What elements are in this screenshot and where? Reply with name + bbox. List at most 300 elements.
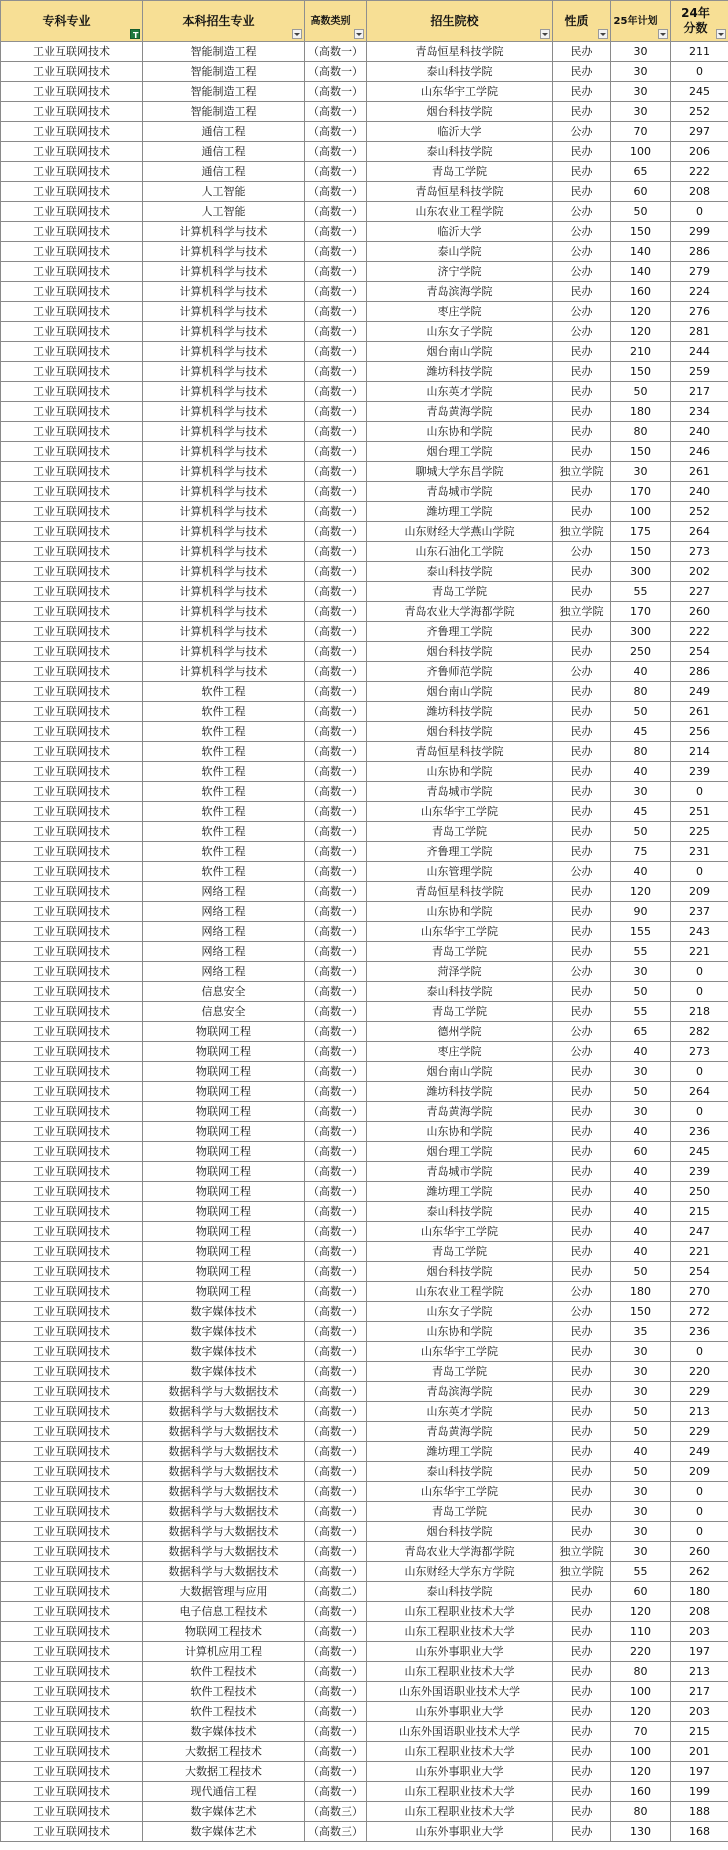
cell-score-2024[interactable]: 299: [671, 222, 728, 242]
cell-score-2024[interactable]: 217: [671, 1682, 728, 1702]
cell-math-type[interactable]: （高数一）: [305, 882, 367, 902]
cell-math-type[interactable]: （高数一）: [305, 202, 367, 222]
cell-bachelor-major[interactable]: 软件工程: [143, 682, 305, 702]
cell-plan-2025[interactable]: 100: [611, 1742, 671, 1762]
cell-school[interactable]: 青岛恒星科技学院: [367, 742, 553, 762]
cell-nature[interactable]: 民办: [553, 1822, 611, 1842]
cell-school[interactable]: 山东外事职业大学: [367, 1822, 553, 1842]
cell-bachelor-major[interactable]: 计算机科学与技术: [143, 262, 305, 282]
filter-active-icon[interactable]: [130, 29, 140, 39]
cell-math-type[interactable]: （高数一）: [305, 82, 367, 102]
cell-diploma-major[interactable]: 工业互联网技术: [1, 1702, 143, 1722]
cell-math-type[interactable]: （高数一）: [305, 122, 367, 142]
cell-diploma-major[interactable]: 工业互联网技术: [1, 1322, 143, 1342]
cell-score-2024[interactable]: 254: [671, 642, 728, 662]
cell-score-2024[interactable]: 0: [671, 1062, 728, 1082]
cell-school[interactable]: 青岛黄海学院: [367, 402, 553, 422]
cell-math-type[interactable]: （高数一）: [305, 702, 367, 722]
cell-nature[interactable]: 民办: [553, 782, 611, 802]
cell-math-type[interactable]: （高数一）: [305, 862, 367, 882]
cell-plan-2025[interactable]: 30: [611, 42, 671, 62]
cell-school[interactable]: 青岛滨海学院: [367, 1382, 553, 1402]
cell-nature[interactable]: 民办: [553, 1762, 611, 1782]
cell-bachelor-major[interactable]: 通信工程: [143, 142, 305, 162]
cell-school[interactable]: 山东女子学院: [367, 322, 553, 342]
cell-school[interactable]: 泰山科技学院: [367, 562, 553, 582]
cell-score-2024[interactable]: 199: [671, 1782, 728, 1802]
cell-plan-2025[interactable]: 170: [611, 602, 671, 622]
cell-nature[interactable]: 民办: [553, 82, 611, 102]
cell-score-2024[interactable]: 240: [671, 422, 728, 442]
cell-plan-2025[interactable]: 30: [611, 1482, 671, 1502]
cell-diploma-major[interactable]: 工业互联网技术: [1, 702, 143, 722]
cell-plan-2025[interactable]: 100: [611, 1682, 671, 1702]
cell-nature[interactable]: 公办: [553, 1282, 611, 1302]
cell-score-2024[interactable]: 279: [671, 262, 728, 282]
cell-diploma-major[interactable]: 工业互联网技术: [1, 182, 143, 202]
cell-school[interactable]: 潍坊科技学院: [367, 702, 553, 722]
cell-school[interactable]: 临沂大学: [367, 122, 553, 142]
cell-score-2024[interactable]: 249: [671, 1442, 728, 1462]
cell-nature[interactable]: 民办: [553, 1802, 611, 1822]
cell-math-type[interactable]: （高数一）: [305, 782, 367, 802]
cell-diploma-major[interactable]: 工业互联网技术: [1, 162, 143, 182]
cell-school[interactable]: 山东工程职业技术大学: [367, 1782, 553, 1802]
cell-school[interactable]: 山东石油化工学院: [367, 542, 553, 562]
cell-diploma-major[interactable]: 工业互联网技术: [1, 562, 143, 582]
cell-score-2024[interactable]: 217: [671, 382, 728, 402]
cell-diploma-major[interactable]: 工业互联网技术: [1, 1682, 143, 1702]
cell-nature[interactable]: 公办: [553, 962, 611, 982]
cell-plan-2025[interactable]: 150: [611, 1302, 671, 1322]
cell-bachelor-major[interactable]: 计算机科学与技术: [143, 422, 305, 442]
cell-diploma-major[interactable]: 工业互联网技术: [1, 362, 143, 382]
cell-school[interactable]: 青岛工学院: [367, 1002, 553, 1022]
cell-nature[interactable]: 公办: [553, 662, 611, 682]
cell-math-type[interactable]: （高数一）: [305, 1282, 367, 1302]
cell-nature[interactable]: 民办: [553, 1102, 611, 1122]
cell-diploma-major[interactable]: 工业互联网技术: [1, 82, 143, 102]
cell-nature[interactable]: 民办: [553, 102, 611, 122]
cell-math-type[interactable]: （高数一）: [305, 1122, 367, 1142]
cell-bachelor-major[interactable]: 网络工程: [143, 882, 305, 902]
cell-plan-2025[interactable]: 80: [611, 682, 671, 702]
cell-school[interactable]: 山东华宇工学院: [367, 802, 553, 822]
cell-school[interactable]: 山东协和学院: [367, 1122, 553, 1142]
cell-score-2024[interactable]: 218: [671, 1002, 728, 1022]
cell-plan-2025[interactable]: 120: [611, 322, 671, 342]
cell-score-2024[interactable]: 0: [671, 1502, 728, 1522]
cell-score-2024[interactable]: 261: [671, 462, 728, 482]
cell-bachelor-major[interactable]: 网络工程: [143, 942, 305, 962]
cell-nature[interactable]: 公办: [553, 322, 611, 342]
cell-plan-2025[interactable]: 40: [611, 662, 671, 682]
cell-math-type[interactable]: （高数一）: [305, 1182, 367, 1202]
cell-diploma-major[interactable]: 工业互联网技术: [1, 122, 143, 142]
cell-plan-2025[interactable]: 50: [611, 982, 671, 1002]
cell-plan-2025[interactable]: 170: [611, 482, 671, 502]
cell-score-2024[interactable]: 203: [671, 1702, 728, 1722]
cell-score-2024[interactable]: 237: [671, 902, 728, 922]
cell-plan-2025[interactable]: 130: [611, 1822, 671, 1842]
cell-score-2024[interactable]: 236: [671, 1322, 728, 1342]
cell-math-type[interactable]: （高数一）: [305, 1022, 367, 1042]
cell-math-type[interactable]: （高数一）: [305, 1562, 367, 1582]
cell-bachelor-major[interactable]: 网络工程: [143, 962, 305, 982]
cell-score-2024[interactable]: 203: [671, 1622, 728, 1642]
cell-school[interactable]: 潍坊理工学院: [367, 1442, 553, 1462]
cell-school[interactable]: 山东华宇工学院: [367, 82, 553, 102]
cell-math-type[interactable]: （高数一）: [305, 802, 367, 822]
cell-school[interactable]: 青岛农业大学海都学院: [367, 1542, 553, 1562]
cell-plan-2025[interactable]: 120: [611, 1702, 671, 1722]
cell-school[interactable]: 泰山科技学院: [367, 62, 553, 82]
cell-bachelor-major[interactable]: 网络工程: [143, 902, 305, 922]
cell-bachelor-major[interactable]: 物联网工程: [143, 1162, 305, 1182]
cell-diploma-major[interactable]: 工业互联网技术: [1, 202, 143, 222]
cell-bachelor-major[interactable]: 数字媒体技术: [143, 1322, 305, 1342]
cell-score-2024[interactable]: 197: [671, 1642, 728, 1662]
cell-bachelor-major[interactable]: 软件工程: [143, 802, 305, 822]
cell-math-type[interactable]: （高数一）: [305, 342, 367, 362]
cell-diploma-major[interactable]: 工业互联网技术: [1, 762, 143, 782]
cell-diploma-major[interactable]: 工业互联网技术: [1, 1082, 143, 1102]
cell-diploma-major[interactable]: 工业互联网技术: [1, 102, 143, 122]
cell-plan-2025[interactable]: 120: [611, 1762, 671, 1782]
cell-nature[interactable]: 公办: [553, 202, 611, 222]
cell-plan-2025[interactable]: 55: [611, 942, 671, 962]
cell-nature[interactable]: 民办: [553, 1702, 611, 1722]
cell-school[interactable]: 青岛恒星科技学院: [367, 182, 553, 202]
cell-bachelor-major[interactable]: 计算机科学与技术: [143, 242, 305, 262]
cell-nature[interactable]: 民办: [553, 1782, 611, 1802]
cell-school[interactable]: 山东管理学院: [367, 862, 553, 882]
cell-bachelor-major[interactable]: 计算机科学与技术: [143, 562, 305, 582]
cell-math-type[interactable]: （高数一）: [305, 902, 367, 922]
cell-school[interactable]: 齐鲁理工学院: [367, 842, 553, 862]
cell-nature[interactable]: 独立学院: [553, 462, 611, 482]
cell-score-2024[interactable]: 260: [671, 1542, 728, 1562]
cell-math-type[interactable]: （高数一）: [305, 242, 367, 262]
cell-nature[interactable]: 民办: [553, 1382, 611, 1402]
cell-school[interactable]: 烟台科技学院: [367, 102, 553, 122]
cell-math-type[interactable]: （高数一）: [305, 182, 367, 202]
cell-score-2024[interactable]: 215: [671, 1722, 728, 1742]
cell-math-type[interactable]: （高数一）: [305, 1342, 367, 1362]
cell-math-type[interactable]: （高数一）: [305, 1242, 367, 1262]
cell-bachelor-major[interactable]: 软件工程技术: [143, 1682, 305, 1702]
cell-nature[interactable]: 独立学院: [553, 1562, 611, 1582]
cell-plan-2025[interactable]: 50: [611, 1402, 671, 1422]
cell-math-type[interactable]: （高数一）: [305, 742, 367, 762]
cell-diploma-major[interactable]: 工业互联网技术: [1, 1042, 143, 1062]
cell-bachelor-major[interactable]: 数据科学与大数据技术: [143, 1482, 305, 1502]
cell-nature[interactable]: 民办: [553, 162, 611, 182]
cell-plan-2025[interactable]: 120: [611, 302, 671, 322]
cell-plan-2025[interactable]: 140: [611, 242, 671, 262]
cell-plan-2025[interactable]: 80: [611, 422, 671, 442]
cell-score-2024[interactable]: 213: [671, 1402, 728, 1422]
cell-math-type[interactable]: （高数一）: [305, 302, 367, 322]
cell-math-type[interactable]: （高数一）: [305, 1082, 367, 1102]
cell-school[interactable]: 枣庄学院: [367, 302, 553, 322]
cell-score-2024[interactable]: 260: [671, 602, 728, 622]
cell-plan-2025[interactable]: 50: [611, 702, 671, 722]
cell-math-type[interactable]: （高数一）: [305, 1662, 367, 1682]
cell-nature[interactable]: 民办: [553, 742, 611, 762]
cell-plan-2025[interactable]: 40: [611, 1242, 671, 1262]
cell-diploma-major[interactable]: 工业互联网技术: [1, 1022, 143, 1042]
cell-plan-2025[interactable]: 180: [611, 402, 671, 422]
cell-bachelor-major[interactable]: 智能制造工程: [143, 82, 305, 102]
cell-school[interactable]: 烟台理工学院: [367, 1142, 553, 1162]
cell-school[interactable]: 山东外事职业大学: [367, 1762, 553, 1782]
cell-score-2024[interactable]: 276: [671, 302, 728, 322]
cell-bachelor-major[interactable]: 物联网工程: [143, 1062, 305, 1082]
cell-math-type[interactable]: （高数一）: [305, 442, 367, 462]
cell-school[interactable]: 山东工程职业技术大学: [367, 1662, 553, 1682]
cell-school[interactable]: 青岛恒星科技学院: [367, 42, 553, 62]
cell-diploma-major[interactable]: 工业互联网技术: [1, 1542, 143, 1562]
cell-score-2024[interactable]: 259: [671, 362, 728, 382]
cell-school[interactable]: 烟台科技学院: [367, 722, 553, 742]
cell-math-type[interactable]: （高数一）: [305, 1002, 367, 1022]
cell-bachelor-major[interactable]: 物联网工程: [143, 1262, 305, 1282]
cell-bachelor-major[interactable]: 物联网工程: [143, 1082, 305, 1102]
cell-nature[interactable]: 民办: [553, 1402, 611, 1422]
cell-score-2024[interactable]: 0: [671, 962, 728, 982]
cell-school[interactable]: 潍坊科技学院: [367, 1082, 553, 1102]
cell-math-type[interactable]: （高数一）: [305, 982, 367, 1002]
cell-plan-2025[interactable]: 30: [611, 82, 671, 102]
cell-diploma-major[interactable]: 工业互联网技术: [1, 782, 143, 802]
cell-nature[interactable]: 民办: [553, 562, 611, 582]
cell-math-type[interactable]: （高数一）: [305, 1202, 367, 1222]
cell-score-2024[interactable]: 240: [671, 482, 728, 502]
cell-diploma-major[interactable]: 工业互联网技术: [1, 222, 143, 242]
cell-bachelor-major[interactable]: 计算机科学与技术: [143, 322, 305, 342]
cell-school[interactable]: 山东财经大学燕山学院: [367, 522, 553, 542]
cell-school[interactable]: 山东农业工程学院: [367, 1282, 553, 1302]
cell-nature[interactable]: 民办: [553, 582, 611, 602]
cell-math-type[interactable]: （高数一）: [305, 1682, 367, 1702]
cell-school[interactable]: 烟台科技学院: [367, 642, 553, 662]
cell-plan-2025[interactable]: 300: [611, 562, 671, 582]
cell-bachelor-major[interactable]: 大数据工程技术: [143, 1762, 305, 1782]
cell-math-type[interactable]: （高数一）: [305, 1422, 367, 1442]
cell-score-2024[interactable]: 239: [671, 762, 728, 782]
cell-bachelor-major[interactable]: 物联网工程: [143, 1122, 305, 1142]
cell-diploma-major[interactable]: 工业互联网技术: [1, 1822, 143, 1842]
cell-bachelor-major[interactable]: 智能制造工程: [143, 62, 305, 82]
cell-school[interactable]: 烟台科技学院: [367, 1262, 553, 1282]
cell-nature[interactable]: 公办: [553, 542, 611, 562]
cell-math-type[interactable]: （高数一）: [305, 822, 367, 842]
cell-diploma-major[interactable]: 工业互联网技术: [1, 282, 143, 302]
cell-score-2024[interactable]: 272: [671, 1302, 728, 1322]
cell-bachelor-major[interactable]: 智能制造工程: [143, 42, 305, 62]
cell-math-type[interactable]: （高数一）: [305, 1542, 367, 1562]
cell-nature[interactable]: 独立学院: [553, 602, 611, 622]
cell-diploma-major[interactable]: 工业互联网技术: [1, 822, 143, 842]
cell-math-type[interactable]: （高数一）: [305, 522, 367, 542]
cell-nature[interactable]: 民办: [553, 442, 611, 462]
cell-bachelor-major[interactable]: 计算机科学与技术: [143, 362, 305, 382]
cell-plan-2025[interactable]: 40: [611, 1442, 671, 1462]
cell-score-2024[interactable]: 254: [671, 1262, 728, 1282]
cell-plan-2025[interactable]: 50: [611, 822, 671, 842]
cell-diploma-major[interactable]: 工业互联网技术: [1, 342, 143, 362]
cell-plan-2025[interactable]: 35: [611, 1322, 671, 1342]
cell-nature[interactable]: 民办: [553, 282, 611, 302]
cell-bachelor-major[interactable]: 计算机科学与技术: [143, 642, 305, 662]
cell-school[interactable]: 青岛黄海学院: [367, 1422, 553, 1442]
cell-nature[interactable]: 民办: [553, 1062, 611, 1082]
cell-diploma-major[interactable]: 工业互联网技术: [1, 642, 143, 662]
cell-nature[interactable]: 民办: [553, 802, 611, 822]
cell-diploma-major[interactable]: 工业互联网技术: [1, 502, 143, 522]
cell-plan-2025[interactable]: 30: [611, 1362, 671, 1382]
cell-plan-2025[interactable]: 155: [611, 922, 671, 942]
cell-score-2024[interactable]: 221: [671, 942, 728, 962]
cell-score-2024[interactable]: 209: [671, 1462, 728, 1482]
cell-bachelor-major[interactable]: 数据科学与大数据技术: [143, 1562, 305, 1582]
cell-school[interactable]: 山东英才学院: [367, 382, 553, 402]
cell-diploma-major[interactable]: 工业互联网技术: [1, 422, 143, 442]
cell-bachelor-major[interactable]: 信息安全: [143, 982, 305, 1002]
cell-math-type[interactable]: （高数一）: [305, 1622, 367, 1642]
cell-plan-2025[interactable]: 40: [611, 1042, 671, 1062]
dropdown-arrow-icon[interactable]: [716, 29, 726, 39]
cell-bachelor-major[interactable]: 现代通信工程: [143, 1782, 305, 1802]
cell-bachelor-major[interactable]: 计算机科学与技术: [143, 602, 305, 622]
cell-plan-2025[interactable]: 30: [611, 962, 671, 982]
cell-plan-2025[interactable]: 150: [611, 442, 671, 462]
cell-score-2024[interactable]: 251: [671, 802, 728, 822]
cell-score-2024[interactable]: 180: [671, 1582, 728, 1602]
cell-nature[interactable]: 民办: [553, 842, 611, 862]
cell-school[interactable]: 泰山科技学院: [367, 1462, 553, 1482]
cell-nature[interactable]: 民办: [553, 1082, 611, 1102]
cell-diploma-major[interactable]: 工业互联网技术: [1, 542, 143, 562]
cell-score-2024[interactable]: 244: [671, 342, 728, 362]
cell-nature[interactable]: 民办: [553, 1682, 611, 1702]
cell-math-type[interactable]: （高数一）: [305, 282, 367, 302]
cell-math-type[interactable]: （高数一）: [305, 1302, 367, 1322]
cell-math-type[interactable]: （高数一）: [305, 1142, 367, 1162]
cell-math-type[interactable]: （高数一）: [305, 322, 367, 342]
cell-school[interactable]: 聊城大学东昌学院: [367, 462, 553, 482]
cell-bachelor-major[interactable]: 物联网工程: [143, 1022, 305, 1042]
cell-plan-2025[interactable]: 40: [611, 762, 671, 782]
cell-school[interactable]: 枣庄学院: [367, 1042, 553, 1062]
cell-nature[interactable]: 公办: [553, 1042, 611, 1062]
cell-school[interactable]: 山东协和学院: [367, 1322, 553, 1342]
cell-score-2024[interactable]: 227: [671, 582, 728, 602]
cell-diploma-major[interactable]: 工业互联网技术: [1, 442, 143, 462]
cell-school[interactable]: 青岛黄海学院: [367, 1102, 553, 1122]
cell-score-2024[interactable]: 220: [671, 1362, 728, 1382]
cell-math-type[interactable]: （高数一）: [305, 1702, 367, 1722]
cell-school[interactable]: 青岛工学院: [367, 1502, 553, 1522]
cell-score-2024[interactable]: 245: [671, 82, 728, 102]
cell-diploma-major[interactable]: 工业互联网技术: [1, 842, 143, 862]
cell-bachelor-major[interactable]: 大数据管理与应用: [143, 1582, 305, 1602]
cell-diploma-major[interactable]: 工业互联网技术: [1, 62, 143, 82]
cell-plan-2025[interactable]: 160: [611, 1782, 671, 1802]
cell-score-2024[interactable]: 270: [671, 1282, 728, 1302]
cell-bachelor-major[interactable]: 软件工程: [143, 762, 305, 782]
cell-bachelor-major[interactable]: 数字媒体技术: [143, 1342, 305, 1362]
cell-bachelor-major[interactable]: 人工智能: [143, 182, 305, 202]
cell-nature[interactable]: 民办: [553, 62, 611, 82]
cell-school[interactable]: 青岛工学院: [367, 1362, 553, 1382]
cell-diploma-major[interactable]: 工业互联网技术: [1, 922, 143, 942]
cell-plan-2025[interactable]: 50: [611, 1082, 671, 1102]
cell-nature[interactable]: 独立学院: [553, 522, 611, 542]
cell-school[interactable]: 泰山科技学院: [367, 1202, 553, 1222]
cell-bachelor-major[interactable]: 大数据工程技术: [143, 1742, 305, 1762]
cell-plan-2025[interactable]: 30: [611, 62, 671, 82]
cell-bachelor-major[interactable]: 计算机科学与技术: [143, 442, 305, 462]
cell-score-2024[interactable]: 273: [671, 1042, 728, 1062]
cell-plan-2025[interactable]: 30: [611, 1522, 671, 1542]
cell-plan-2025[interactable]: 50: [611, 382, 671, 402]
cell-score-2024[interactable]: 0: [671, 1522, 728, 1542]
cell-diploma-major[interactable]: 工业互联网技术: [1, 982, 143, 1002]
cell-math-type[interactable]: （高数一）: [305, 102, 367, 122]
cell-diploma-major[interactable]: 工业互联网技术: [1, 1002, 143, 1022]
cell-nature[interactable]: 民办: [553, 142, 611, 162]
cell-plan-2025[interactable]: 30: [611, 1542, 671, 1562]
cell-bachelor-major[interactable]: 智能制造工程: [143, 102, 305, 122]
cell-math-type[interactable]: （高数一）: [305, 1062, 367, 1082]
cell-bachelor-major[interactable]: 计算机科学与技术: [143, 582, 305, 602]
cell-score-2024[interactable]: 221: [671, 1242, 728, 1262]
cell-bachelor-major[interactable]: 计算机科学与技术: [143, 622, 305, 642]
cell-score-2024[interactable]: 245: [671, 1142, 728, 1162]
cell-nature[interactable]: 民办: [553, 622, 611, 642]
cell-nature[interactable]: 民办: [553, 1442, 611, 1462]
cell-plan-2025[interactable]: 30: [611, 102, 671, 122]
cell-bachelor-major[interactable]: 软件工程: [143, 782, 305, 802]
cell-math-type[interactable]: （高数一）: [305, 1162, 367, 1182]
cell-plan-2025[interactable]: 40: [611, 862, 671, 882]
cell-diploma-major[interactable]: 工业互联网技术: [1, 1722, 143, 1742]
dropdown-arrow-icon[interactable]: [540, 29, 550, 39]
cell-score-2024[interactable]: 202: [671, 562, 728, 582]
cell-score-2024[interactable]: 0: [671, 62, 728, 82]
cell-school[interactable]: 临沂大学: [367, 222, 553, 242]
cell-math-type[interactable]: （高数一）: [305, 1362, 367, 1382]
cell-nature[interactable]: 民办: [553, 1462, 611, 1482]
cell-diploma-major[interactable]: 工业互联网技术: [1, 1342, 143, 1362]
cell-plan-2025[interactable]: 50: [611, 1462, 671, 1482]
cell-plan-2025[interactable]: 100: [611, 142, 671, 162]
cell-math-type[interactable]: （高数一）: [305, 1102, 367, 1122]
cell-diploma-major[interactable]: 工业互联网技术: [1, 1242, 143, 1262]
cell-plan-2025[interactable]: 45: [611, 802, 671, 822]
cell-plan-2025[interactable]: 70: [611, 1722, 671, 1742]
cell-bachelor-major[interactable]: 物联网工程: [143, 1182, 305, 1202]
cell-school[interactable]: 潍坊理工学院: [367, 1182, 553, 1202]
cell-nature[interactable]: 民办: [553, 1002, 611, 1022]
cell-plan-2025[interactable]: 150: [611, 542, 671, 562]
cell-bachelor-major[interactable]: 物联网工程: [143, 1242, 305, 1262]
cell-nature[interactable]: 民办: [553, 1642, 611, 1662]
cell-diploma-major[interactable]: 工业互联网技术: [1, 1762, 143, 1782]
cell-bachelor-major[interactable]: 软件工程技术: [143, 1702, 305, 1722]
